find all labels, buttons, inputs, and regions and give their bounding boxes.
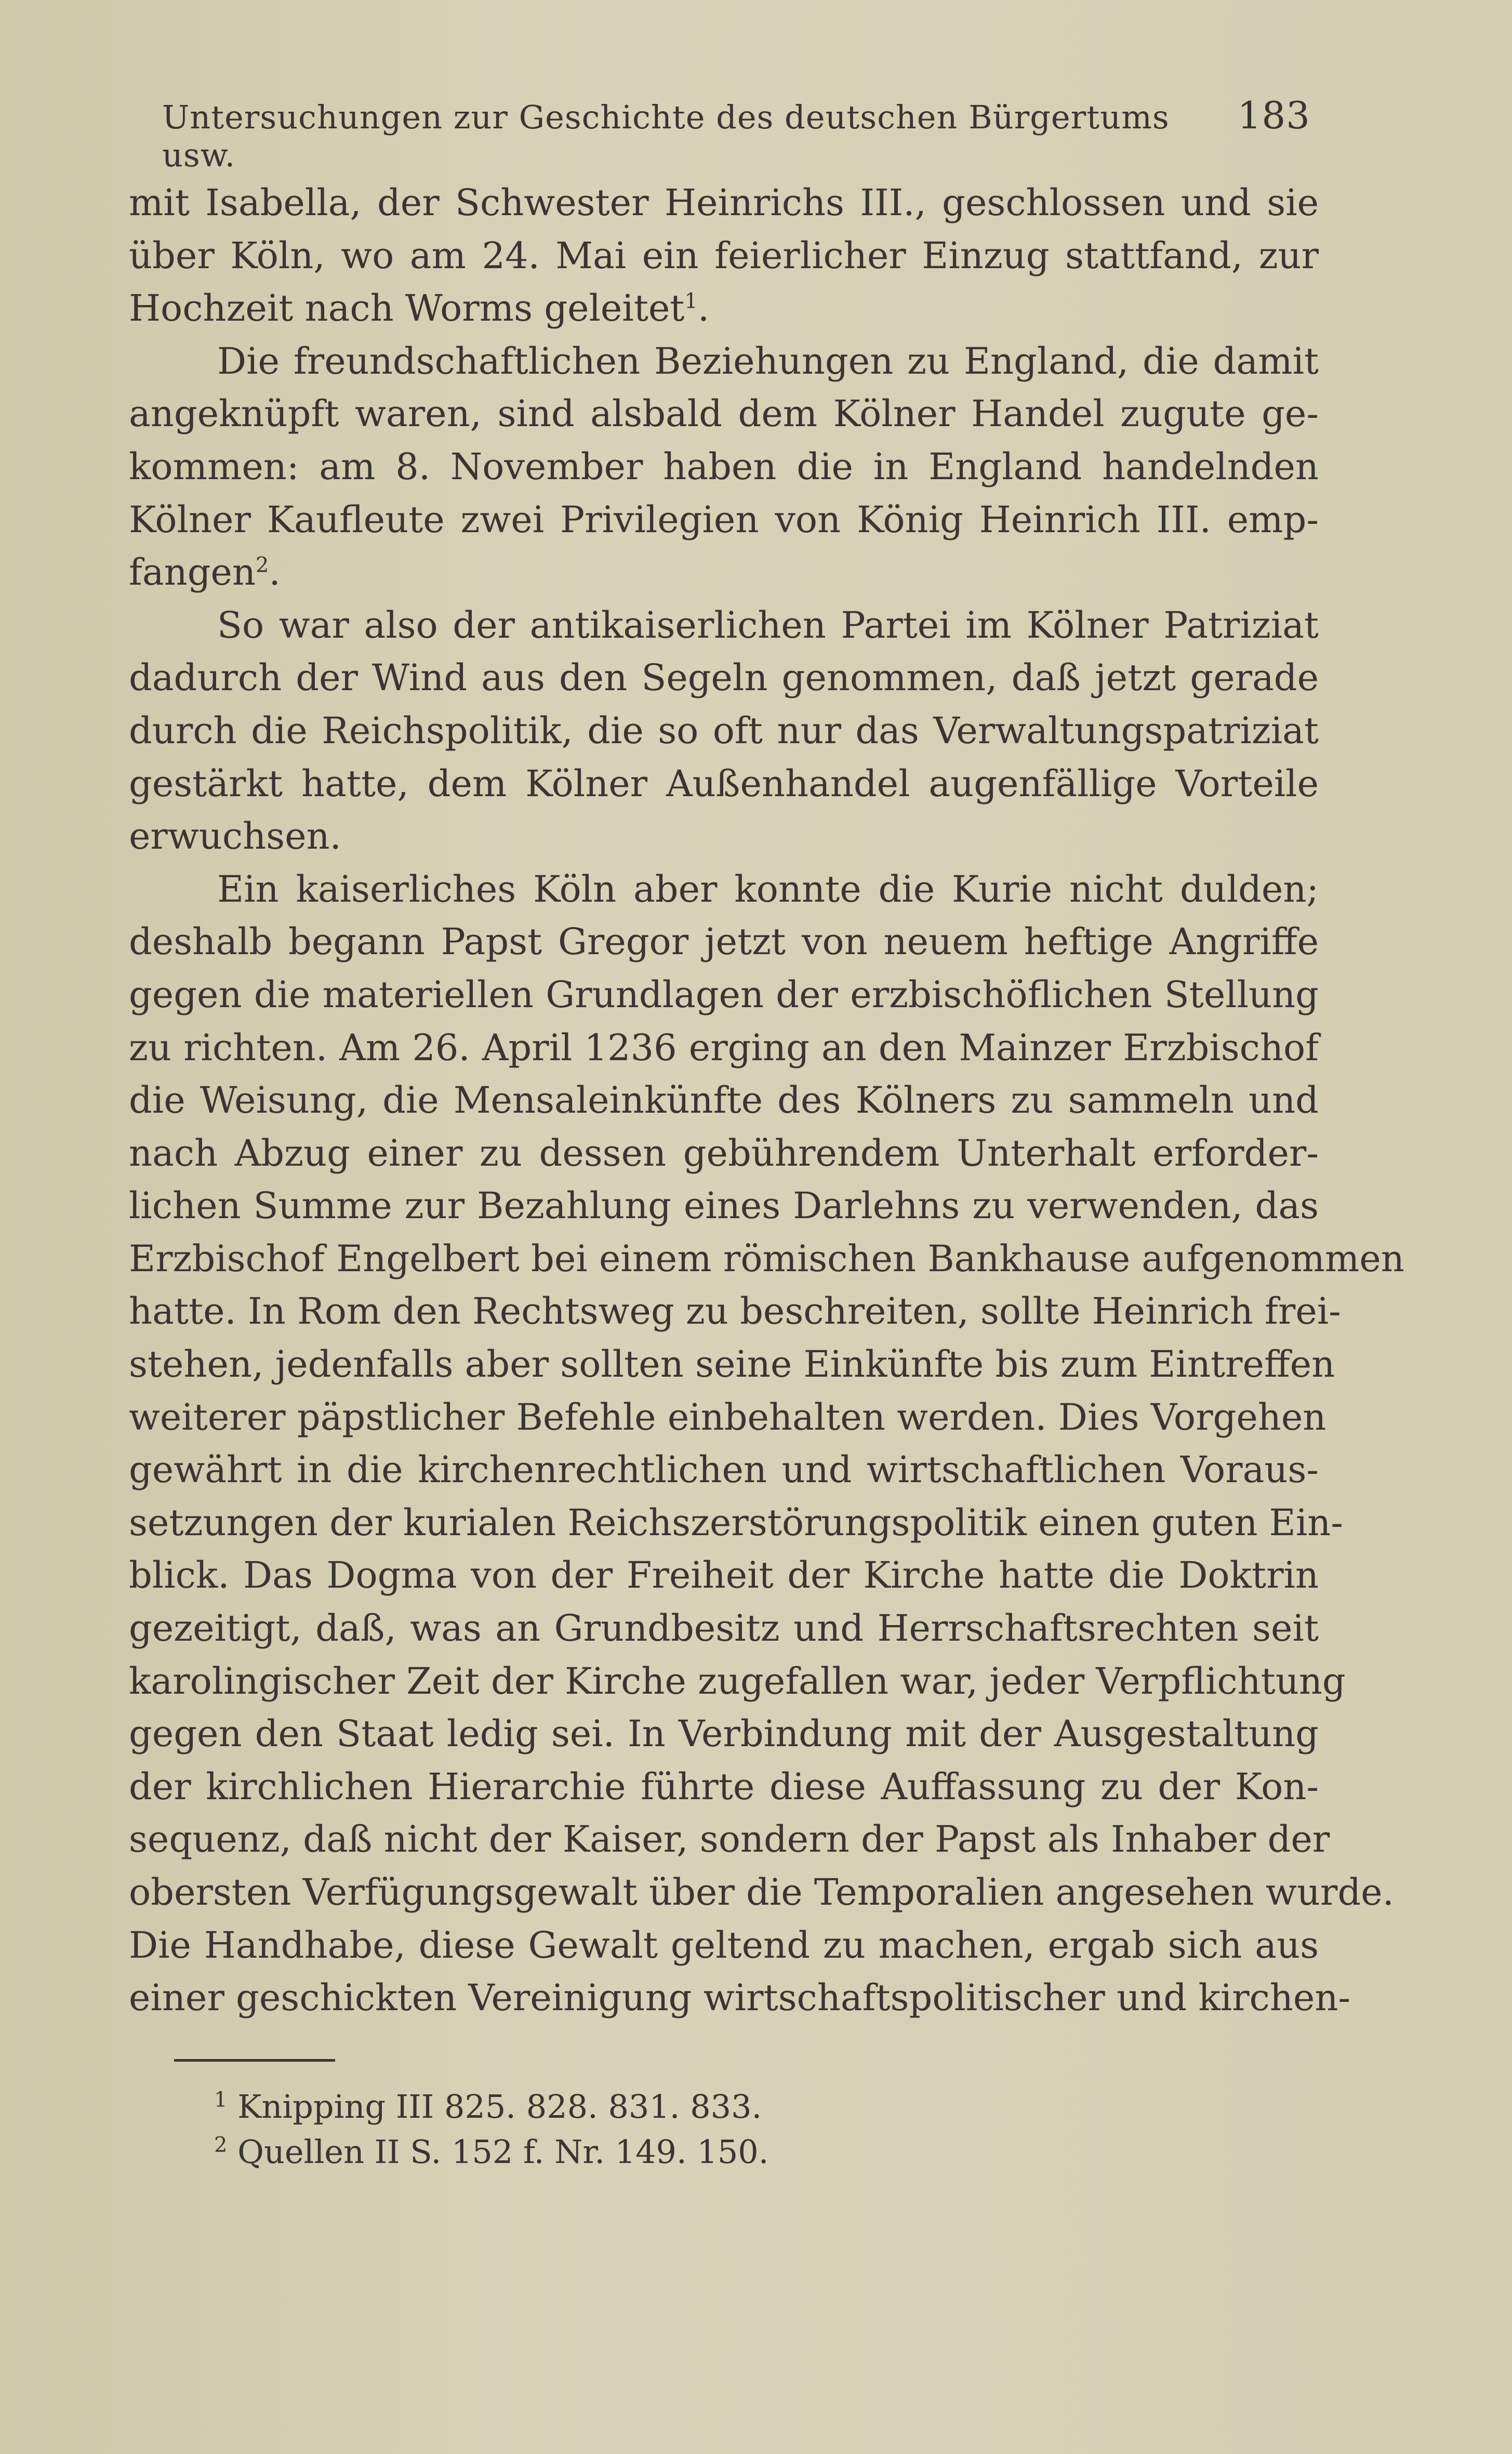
footnote-text: Knipping III 825. 828. 831. 833.	[227, 2088, 762, 2126]
text-line	[129, 1761, 1319, 1814]
text-line	[129, 1708, 1319, 1761]
footnote-text: Quellen II S. 152 f. Nr. 149. 150.	[227, 2133, 769, 2171]
text-line-content: setzungen der kurialen Reichszerstörungspolitik einen guten Ein-	[129, 1501, 1343, 1544]
text-line	[129, 1391, 1327, 1444]
text-line	[129, 810, 1319, 863]
footnotes	[214, 2084, 768, 2174]
text-line-content: So war also der antikaiserlichen Partei im Kölner Patriziat	[217, 603, 1319, 647]
footnote-reference[interactable]: 2	[256, 553, 269, 577]
text-line	[129, 1813, 1330, 1866]
text-line	[129, 1180, 1319, 1233]
text-line-content: die Weisung, die Mensaleinkünfte des Kölners zu sammeln und	[129, 1079, 1319, 1122]
text-line	[129, 1497, 1343, 1550]
footnote-marker: 2	[214, 2133, 228, 2157]
text-line-content: Erzbischof Engelbert bei einem römischen Bankhause aufgenommen	[129, 1237, 1404, 1280]
text-line-content: sequenz, daß nicht der Kaiser, sondern der Papst als Inhaber der	[129, 1818, 1330, 1861]
text-line	[129, 1866, 1394, 1919]
text-line-content: Hochzeit nach Worms geleitet	[129, 287, 685, 330]
text-line-content: zu richten. Am 26. April 1236 erging an den Mainzer Erzbischof	[129, 1026, 1319, 1069]
text-line	[129, 1127, 1319, 1180]
footnote-reference[interactable]: 1	[684, 289, 698, 313]
text-line-content: der kirchlichen Hierarchie führte diese Auffassung zu der Kon-	[129, 1765, 1319, 1808]
text-line-content: Kölner Kaufleute zwei Privilegien von König Heinrich III. emp-	[129, 498, 1319, 541]
text-line	[129, 494, 1319, 547]
text-line-content: einer geschickten Vereinigung wirtschaftspolitischer und kirchen-	[129, 1976, 1351, 2020]
text-line	[129, 1444, 1319, 1497]
text-line	[129, 1972, 1351, 2025]
text-line-content: mit Isabella, der Schwester Heinrichs III., geschlossen und sie	[129, 181, 1319, 224]
text-line-content: blick. Das Dogma von der Freiheit der Kirche hatte die Doktrin	[129, 1554, 1319, 1597]
text-line	[129, 1549, 1319, 1602]
running-title: Untersuchungen zur Geschichte des deutschen Bürgertums usw.	[162, 98, 1170, 174]
text-line-tail: .	[269, 551, 281, 594]
running-header	[162, 94, 1310, 174]
text-line-content: deshalb begann Papst Gregor jetzt von neuem heftige Angriffe	[129, 920, 1319, 964]
text-line	[129, 282, 1319, 335]
text-line-content: stehen, jedenfalls aber sollten seine Einkünfte bis zum Eintreffen	[129, 1343, 1335, 1386]
text-line	[129, 863, 1319, 916]
text-line	[129, 1655, 1346, 1708]
text-line	[129, 969, 1319, 1022]
text-line	[129, 758, 1319, 811]
text-line-content: gegen den Staat ledig sei. In Verbindung mit der Ausgestaltung	[129, 1712, 1319, 1756]
text-line-content: Die Handhabe, diese Gewalt geltend zu machen, ergab sich aus	[129, 1923, 1319, 1967]
text-line	[129, 652, 1319, 705]
text-line-content: gezeitigt, daß, was an Grundbesitz und Herrschaftsrechten seit	[129, 1607, 1319, 1650]
text-line-content: gegen die materiellen Grundlagen der erzbischöflichen Stellung	[129, 973, 1319, 1016]
text-line	[129, 546, 1319, 599]
footnote	[214, 2129, 768, 2174]
text-line-content: gewährt in die kirchenrechtlichen und wirtschaftlichen Voraus-	[129, 1448, 1319, 1492]
text-line-content: Die freundschaftlichen Beziehungen zu England, die damit	[217, 339, 1319, 382]
text-line	[129, 1074, 1319, 1127]
text-line-content: gestärkt hatte, dem Kölner Außenhandel augenfällige Vorteile	[129, 762, 1319, 805]
text-line-tail: .	[697, 287, 710, 330]
footnote-separator	[174, 2059, 335, 2062]
text-line-content: karolingischer Zeit der Kirche zugefallen war, jeder Verpflichtung	[129, 1659, 1346, 1703]
text-line-content: erwuchsen.	[129, 815, 341, 858]
text-line	[129, 1285, 1341, 1338]
text-line-content: weiterer päpstlicher Befehle einbehalten werden. Dies Vorgehen	[129, 1395, 1327, 1439]
text-line-content: dadurch der Wind aus den Segeln genommen, daß jetzt gerade	[129, 656, 1319, 700]
text-line	[129, 177, 1319, 230]
text-line-content: fangen	[129, 551, 256, 594]
text-line	[129, 1602, 1319, 1655]
text-line	[129, 1022, 1319, 1075]
footnote	[214, 2084, 768, 2129]
text-line-content: durch die Reichspolitik, die so oft nur das Verwaltungspatriziat	[129, 709, 1319, 752]
footnote-marker: 1	[214, 2088, 228, 2112]
text-line	[129, 705, 1319, 758]
text-line	[129, 1338, 1335, 1391]
body-text	[129, 177, 1404, 2025]
text-line-content: hatte. In Rom den Rechtsweg zu beschreiten, sollte Heinrich frei-	[129, 1290, 1341, 1333]
text-line-content: über Köln, wo am 24. Mai ein feierlicher Einzug stattfand, zur	[129, 234, 1319, 277]
text-line	[129, 1233, 1404, 1286]
text-line	[129, 335, 1319, 388]
text-line-content: angeknüpft waren, sind alsbald dem Kölner Handel zugute ge-	[129, 392, 1319, 436]
page-number: 183	[1237, 94, 1310, 137]
text-line	[129, 441, 1319, 494]
text-line	[129, 388, 1319, 441]
text-line-content: obersten Verfügungsgewalt über die Temporalien angesehen wurde.	[129, 1871, 1394, 1914]
text-line	[129, 916, 1319, 969]
text-line-content: lichen Summe zur Bezahlung eines Darlehns zu verwenden, das	[129, 1184, 1319, 1228]
text-line-content: kommen: am 8. November haben die in England handelnden	[129, 445, 1319, 488]
text-line	[129, 599, 1319, 652]
text-line-content: nach Abzug einer zu dessen gebührendem Unterhalt erforder-	[129, 1131, 1319, 1175]
text-line-content: Ein kaiserliches Köln aber konnte die Kurie nicht dulden;	[217, 867, 1319, 911]
text-line	[129, 230, 1319, 283]
text-line	[129, 1919, 1319, 1972]
